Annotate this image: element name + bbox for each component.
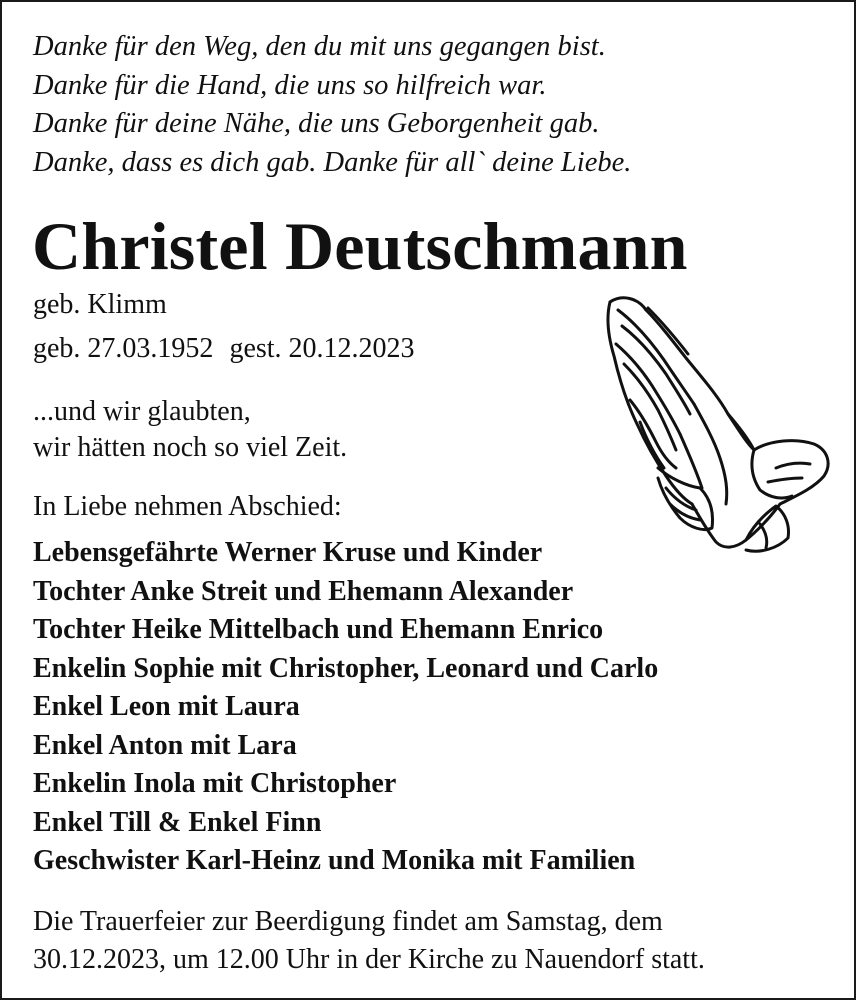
service-line: Die Trauerfeier zur Beerdigung findet am Samstag, dem (33, 906, 663, 937)
poem-line: Danke für deine Nähe, die uns Geborgenheit gab. (33, 108, 600, 139)
list-item: Lebensgefährte Werner Kruse und Kinder (33, 537, 543, 568)
life-dates (33, 330, 415, 368)
birth-date: geb. 27.03.1952 (33, 333, 214, 364)
farewell-intro: In Liebe nehmen Abschied: (33, 491, 342, 522)
list-item: Tochter Anke Streit und Ehemann Alexander (33, 575, 574, 607)
list-item: Enkelin Sophie mit Christopher, Leonard und Carlo (33, 652, 659, 684)
poem-line: Danke für die Hand, die uns so hilfreich war. (33, 69, 547, 101)
service-info (33, 903, 705, 979)
praying-hands-icon (600, 292, 832, 557)
quote-line: wir hätten noch so viel Zeit. (33, 432, 348, 463)
birth-name: geb. Klimm (33, 289, 167, 320)
list-item: Enkel Till & Enkel Finn (33, 806, 322, 838)
death-date: gest. 20.12.2023 (229, 333, 415, 364)
list-item: Enkel Leon mit Laura (33, 691, 300, 722)
list-item: Geschwister Karl-Heinz und Monika mit Familien (33, 845, 636, 876)
poem-line: Danke für den Weg, den du mit uns gegangen bist. (33, 31, 606, 62)
poem-line: Danke, dass es dich gab. Danke für all` deine Liebe. (33, 146, 632, 178)
quote-line: ...und wir glaubten, (33, 396, 251, 427)
deceased-name: Christel Deutschmann (32, 208, 688, 284)
list-item: Enkel Anton mit Lara (33, 729, 297, 761)
service-line: 30.12.2023, um 12.00 Uhr in der Kirche zu Nauendorf statt. (33, 944, 705, 975)
list-item: Tochter Heike Mittelbach und Ehemann Enrico (33, 614, 604, 645)
quote (33, 394, 347, 466)
mourners-list (33, 534, 658, 881)
poem (33, 28, 631, 182)
list-item: Enkelin Inola mit Christopher (33, 768, 397, 799)
